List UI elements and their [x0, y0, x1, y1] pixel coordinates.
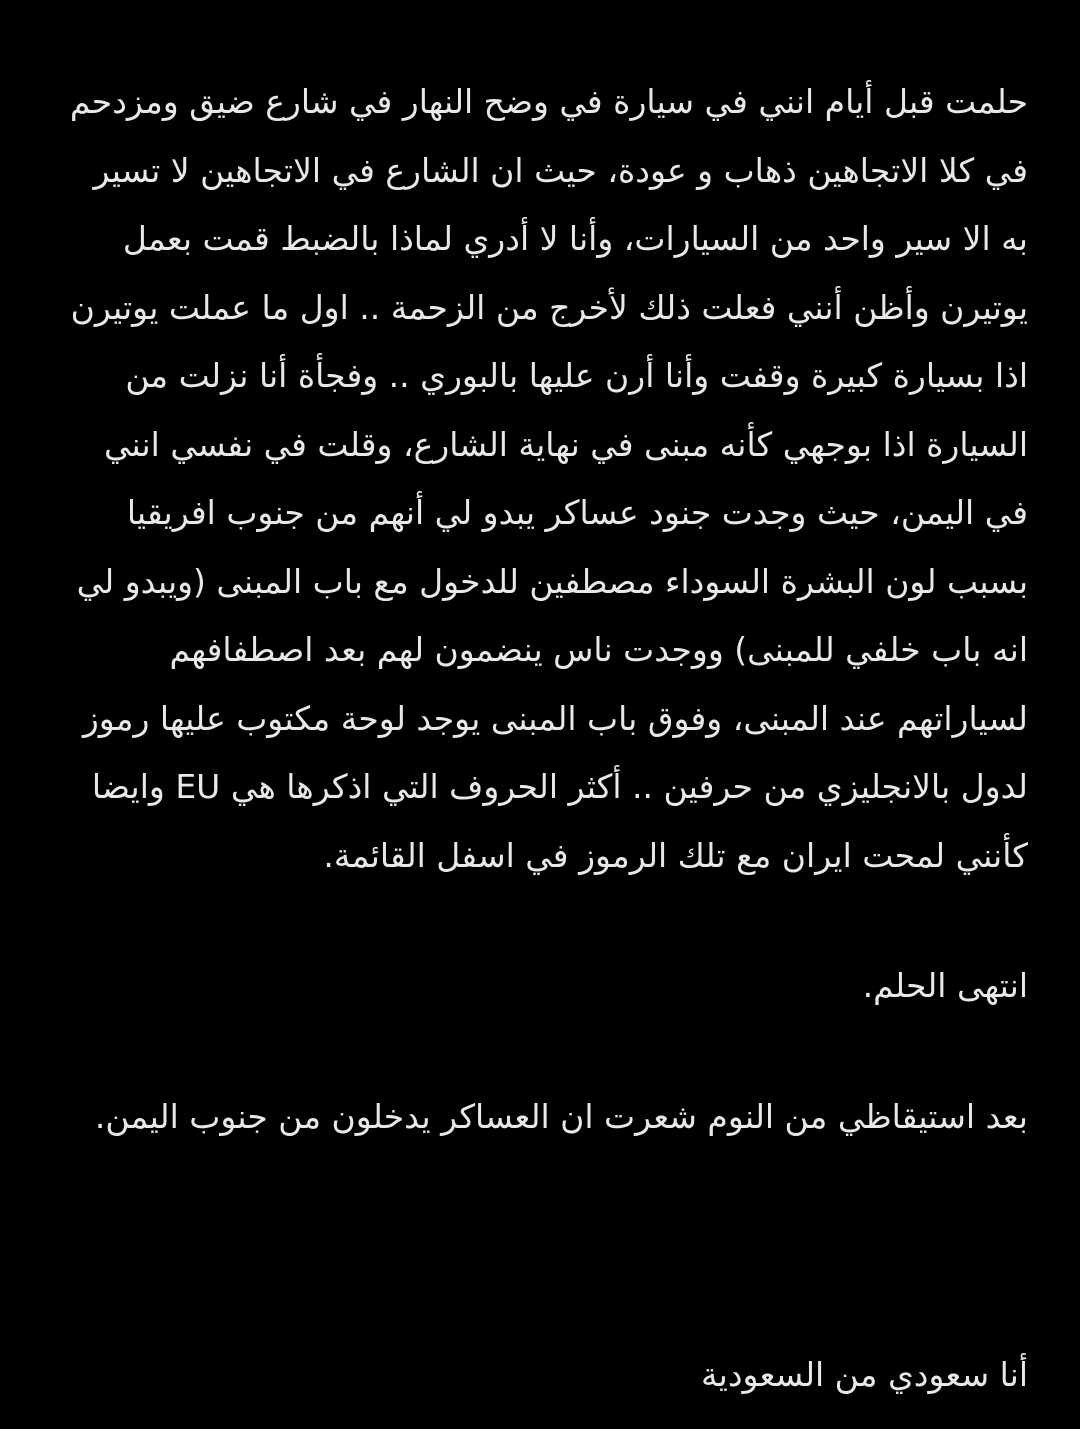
story-line: في اليمن، حيث وجدت جنود عساكر يبدو لي أنهم من جنوب افريقيا — [126, 493, 1028, 532]
story-line: به الا سير واحد من السيارات، وأنا لا أدري لماذا بالضبط قمت بعمل — [122, 219, 1028, 258]
paragraph-spacer — [50, 1021, 1028, 1083]
story-line: انه باب خلفي للمبنى) ووجدت ناس ينضمون لهم بعد اصطفافهم — [169, 630, 1028, 669]
story-line: يوتيرن وأظن أنني فعلت ذلك لأخرج من الزحمة .. اول ما عملت يوتيرن — [70, 287, 1028, 327]
story-line: السيارة اذا بوجهي كأنه مبنى في نهاية الشارع، وقلت في نفسي انني — [104, 424, 1028, 464]
story-line: لدول بالانجليزي من حرفين .. أكثر الحروف التي اذكرها هي EU وايضا — [91, 767, 1028, 806]
after-waking-text: بعد استيقاظي من النوم شعرت ان العساكر يدخلون من جنوب اليمن. — [94, 1096, 1028, 1136]
story-line: في كلا الاتجاهين ذهاب و عودة، حيث ان الشارع في الاتجاهين لا تسير — [93, 150, 1028, 190]
story-line: اذا بسيارة كبيرة وقفت وأنا أرن عليها بالبوري .. وفجأة أنا نزلت من — [125, 356, 1028, 395]
dream-end-text: انتهى الحلم. — [862, 966, 1028, 1005]
note-body — [50, 68, 1028, 1410]
story-paragraph — [50, 68, 1028, 890]
story-line: حلمت قبل أيام انني في سيارة في وضح النهار في شارع ضيق ومزدحم — [69, 82, 1028, 121]
paragraph-spacer — [50, 1151, 1028, 1341]
paragraph-spacer — [50, 890, 1028, 952]
story-line: لسياراتهم عند المبنى، وفوق باب المبنى يوجد لوحة مكتوب عليها رموز — [82, 698, 1028, 738]
signature-text: أنا سعودي من السعودية — [700, 1355, 1028, 1394]
story-line: كأنني لمحت ايران مع تلك الرموز في اسفل القائمة. — [323, 835, 1028, 875]
story-line: بسبب لون البشرة السوداء مصطفين للدخول مع باب المبنى (ويبدو لي — [76, 561, 1028, 601]
